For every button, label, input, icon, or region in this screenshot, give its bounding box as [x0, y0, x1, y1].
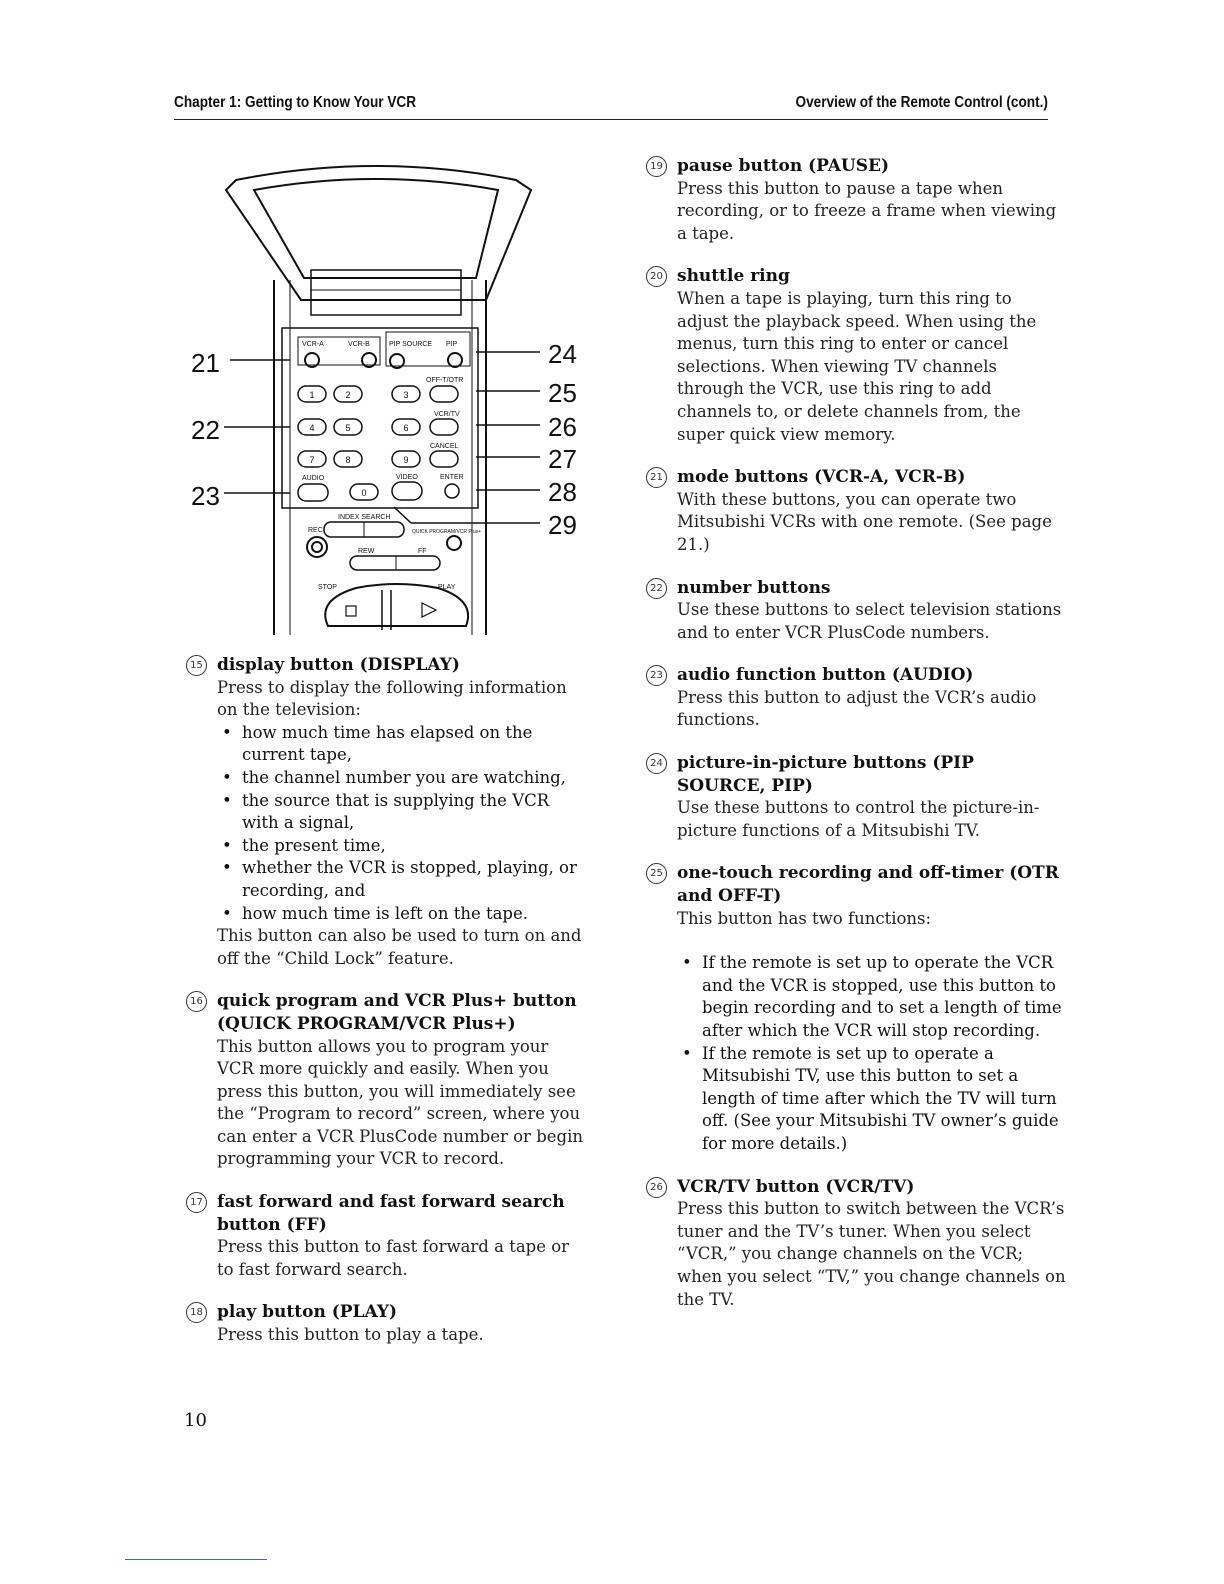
key-4: 4	[309, 423, 315, 433]
key-7: 7	[309, 455, 315, 465]
callout-22: 22	[191, 415, 220, 445]
item-number: 22	[646, 578, 667, 599]
label-stop: STOP	[318, 584, 337, 591]
item-text: Press this button to play a tape.	[217, 1325, 484, 1345]
key-1: 1	[309, 390, 315, 400]
item-number-buttons	[646, 577, 1066, 645]
label-audio: AUDIO	[302, 475, 325, 482]
item-title: audio function button (AUDIO)	[677, 665, 974, 686]
label-ff: FF	[418, 548, 427, 555]
item-audio-button	[646, 664, 1066, 732]
item-title: number buttons	[677, 577, 831, 598]
item-number: 17	[186, 1192, 207, 1213]
bullet-item: • how much time is left on the tape.	[217, 903, 586, 926]
item-number: 16	[186, 991, 207, 1012]
bullet-list	[677, 952, 1066, 1155]
label-video: VIDEO	[396, 474, 418, 481]
item-pip-buttons	[646, 752, 1066, 842]
key-9: 9	[403, 455, 409, 465]
item-text: This button allows you to program your VCR more quickly and easily. When you press this button, you will immediately see the “Program to record” screen, where you can enter a VCR PlusCode number or begin programming your VCR to record.	[217, 1036, 583, 1169]
header-chapter-title: Chapter 1: Getting to Know Your VCR	[174, 94, 417, 111]
item-number: 21	[646, 467, 667, 488]
bullet-list	[217, 722, 586, 925]
label-vcr-tv: VCR/TV	[434, 411, 460, 418]
key-8: 8	[345, 455, 351, 465]
item-text: Press this button to switch between the VCR’s tuner and the TV’s tuner. When you select “VCR,” you change channels on the VCR; when you select “TV,” you change channels on the TV.	[677, 1199, 1066, 1309]
item-number: 23	[646, 665, 667, 686]
label-enter: ENTER	[440, 474, 464, 481]
bullet-item: • the source that is supplying the VCR with a signal,	[217, 790, 586, 835]
item-text: Press this button to fast forward a tape or to fast forward search.	[217, 1237, 570, 1279]
item-number: 24	[646, 753, 667, 774]
left-column	[186, 654, 586, 1367]
item-title: one-touch recording and off-timer (OTR and OFF-T)	[677, 863, 1059, 907]
item-title: picture-in-picture buttons (PIP SOURCE, PIP)	[677, 753, 974, 796]
item-quick-program-button	[186, 990, 586, 1171]
bullet-item: • how much time has elapsed on the current tape,	[217, 722, 586, 767]
header-rule	[174, 119, 1048, 120]
item-title: pause button (PAUSE)	[677, 156, 890, 176]
page-number: 10	[184, 1410, 207, 1431]
item-title: VCR/TV button (VCR/TV)	[677, 1176, 915, 1197]
key-6: 6	[403, 423, 409, 433]
callout-26: 26	[548, 412, 577, 442]
label-off-t-otr: OFF-T/OTR	[426, 377, 464, 384]
item-number: 25	[646, 863, 667, 884]
item-text: Use these buttons to control the picture-in-picture functions of a Mitsubishi TV.	[677, 798, 1040, 840]
label-pip-source: PIP SOURCE	[389, 341, 433, 348]
bullet-item: • If the remote is set up to operate a Mitsubishi TV, use this button to set a length of time after which the TV will turn off. (See your Mitsubishi TV owner’s guide for more details.)	[677, 1043, 1066, 1156]
item-display-button	[186, 654, 586, 970]
key-5: 5	[345, 423, 351, 433]
bullet-item: • If the remote is set up to operate the VCR and the VCR is stopped, use this button to begin recording and to set a length of time after which the VCR will stop recording.	[677, 952, 1066, 1042]
item-pause-button	[646, 155, 1066, 245]
bullet-item: • the channel number you are watching,	[217, 767, 586, 790]
remote-control-illustration	[186, 160, 606, 640]
item-ff-button	[186, 1191, 586, 1281]
item-text: With these buttons, you can operate two Mitsubishi VCRs with one remote. (See page 21.)	[677, 489, 1052, 554]
label-index-search: INDEX SEARCH	[338, 514, 391, 521]
item-mode-buttons	[646, 466, 1066, 556]
item-after-text: This button can also be used to turn on and off the “Child Lock” feature.	[217, 926, 582, 968]
item-title: quick program and VCR Plus+ button (QUICK PROGRAM/VCR Plus+)	[217, 991, 577, 1034]
label-play: PLAY	[438, 584, 456, 591]
item-play-button	[186, 1301, 586, 1346]
item-number: 20	[646, 266, 667, 287]
item-otr-button	[646, 862, 1066, 1155]
callout-27: 27	[548, 444, 577, 474]
key-3: 3	[403, 390, 409, 400]
item-number: 19	[646, 156, 667, 177]
item-shuttle-ring	[646, 265, 1066, 446]
item-text: Use these buttons to select television stations and to enter VCR PlusCode numbers.	[677, 600, 1062, 642]
label-quick-program: QUICK PROGRAM/VCR Plus+	[412, 529, 482, 535]
item-title: fast forward and fast forward search button (FF)	[217, 1192, 565, 1235]
item-text: Press this button to adjust the VCR’s audio functions.	[677, 687, 1037, 730]
item-text: Press to display the following information on the television:	[217, 677, 567, 720]
item-number: 26	[646, 1177, 667, 1198]
callout-28: 28	[548, 477, 577, 507]
callout-25: 25	[548, 378, 577, 408]
header-section-title: Overview of the Remote Control (cont.)	[795, 94, 1048, 111]
item-text: Press this button to pause a tape when recording, or to freeze a frame when viewing a tape.	[677, 178, 1057, 243]
footer-rule	[125, 1559, 267, 1560]
item-title: display button (DISPLAY)	[217, 655, 460, 675]
label-rew: REW	[358, 548, 375, 555]
label-pip: PIP	[446, 341, 458, 348]
label-cancel: CANCEL	[430, 443, 459, 450]
item-vcr-tv-button	[646, 1176, 1066, 1312]
item-text: This button has two functions:	[677, 908, 932, 928]
key-0: 0	[361, 488, 367, 498]
callout-24: 24	[548, 339, 577, 369]
callout-21: 21	[191, 348, 220, 378]
callout-29: 29	[548, 510, 577, 540]
bullet-item: • whether the VCR is stopped, playing, or recording, and	[217, 857, 586, 902]
label-vcr-a: VCR-A	[302, 341, 324, 348]
label-vcr-b: VCR-B	[348, 341, 370, 348]
bullet-item: • the present time,	[217, 835, 586, 858]
item-number: 18	[186, 1302, 207, 1323]
item-number: 15	[186, 655, 207, 676]
label-rec: REC	[308, 527, 323, 534]
key-2: 2	[345, 390, 351, 400]
item-title: mode buttons (VCR-A, VCR-B)	[677, 467, 966, 488]
right-column	[646, 155, 1066, 1331]
item-title: shuttle ring	[677, 266, 790, 287]
callout-23: 23	[191, 481, 220, 511]
item-text: When a tape is playing, turn this ring to adjust the playback speed. When using the menus, turn this ring to enter or cancel selections. When viewing TV channels through the VCR, use this ring to add channels to, or delete channels from, the super quick view memory.	[677, 288, 1037, 444]
item-title: play button (PLAY)	[217, 1302, 398, 1323]
